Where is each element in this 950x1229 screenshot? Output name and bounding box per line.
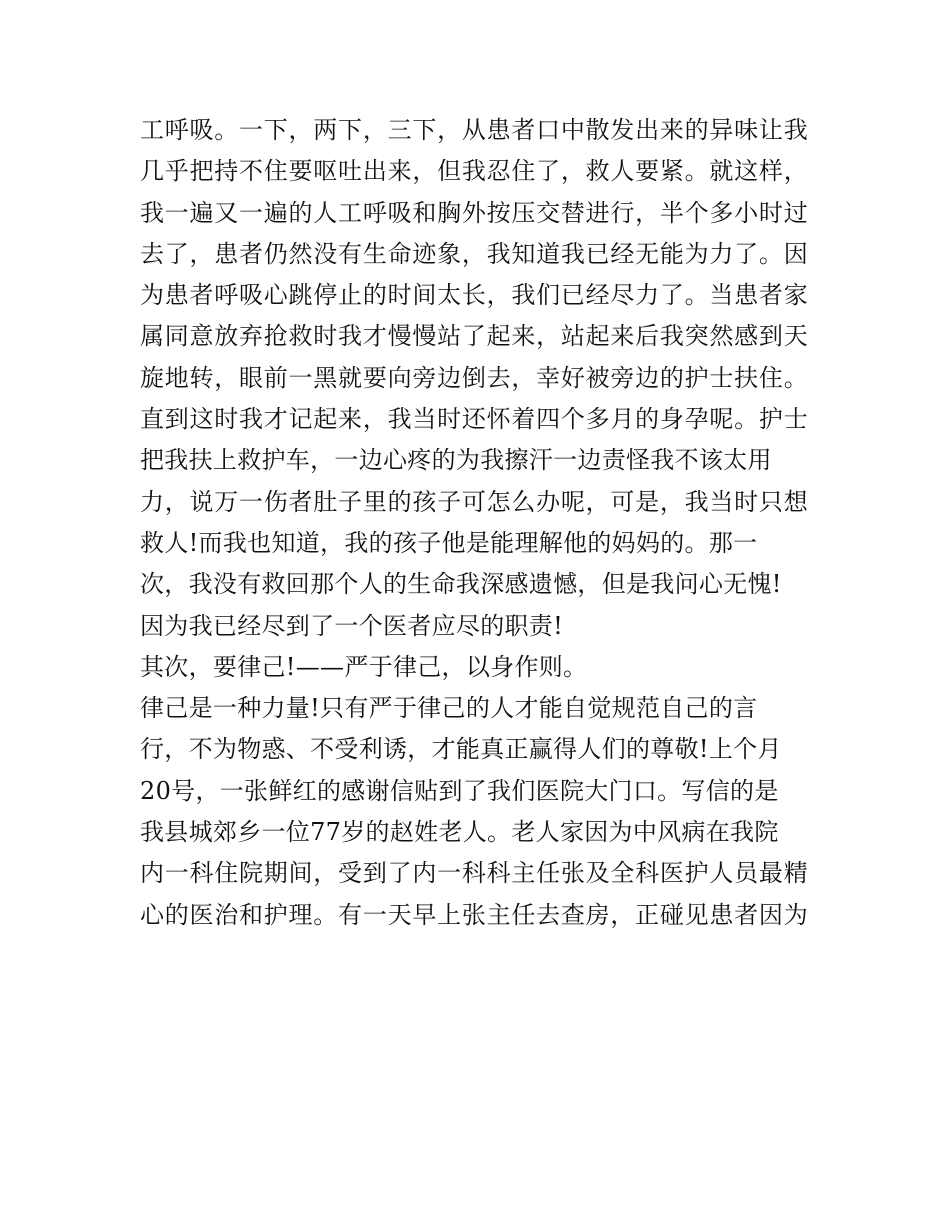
text-line: 工呼吸。一下，两下，三下，从患者口中散发出来的异味让我 — [140, 116, 808, 144]
text-line: 去了，患者仍然没有生命迹象，我知道我已经无能为力了。因 — [140, 239, 808, 268]
text-line: 行，不为物惑、不受利诱，才能真正赢得人们的尊敬!上个月 — [140, 735, 782, 764]
text-line: 我一遍又一遍的人工呼吸和胸外按压交替进行，半个多小时过 — [140, 198, 808, 227]
text-line: 20号，一张鲜红的感谢信贴到了我们医院大门口。写信的是 — [140, 776, 779, 805]
text-line: 把我扶上救护车，一边心疼的为我擦汗一边责怪我不该太用 — [140, 446, 772, 475]
text-line: 因为我已经尽到了一个医者应尽的职责! — [140, 611, 564, 640]
text-line: 律己是一种力量!只有严于律己的人才能自觉规范自己的言 — [140, 694, 758, 723]
text-line: 为患者呼吸心跳停止的时间太长，我们已经尽力了。当患者家 — [140, 281, 808, 310]
body-text — [140, 110, 820, 936]
text-line: 直到这时我才记起来，我当时还怀着四个多月的身孕呢。护士 — [140, 405, 808, 434]
text-line: 内一科住院期间，受到了内一科科主任张及全科医护人员最精 — [140, 859, 808, 888]
text-line: 心的医治和护理。有一天早上张主任去查房，正碰见患者因为 — [140, 900, 808, 929]
text-line: 旋地转，眼前一黑就要向旁边倒去，幸好被旁边的护士扶住。 — [140, 363, 808, 392]
text-line: 救人!而我也知道，我的孩子他是能理解他的妈妈的。那一 — [140, 528, 758, 557]
text-line: 我县城郊乡一位77岁的赵姓老人。老人家因为中风病在我院 — [140, 818, 779, 847]
text-line: 属同意放弃抢救时我才慢慢站了起来，站起来后我突然感到天 — [140, 322, 808, 351]
text-line: 几乎把持不住要呕吐出来，但我忍住了，救人要紧。就这样， — [140, 157, 808, 186]
section-heading: 其次，要律己!——严于律己，以身作则。 — [140, 652, 588, 681]
text-line: 次，我没有救回那个人的生命我深感遗憾，但是我问心无愧! — [140, 570, 782, 599]
text-line: 力，说万一伤者肚子里的孩子可怎么办呢，可是，我当时只想 — [140, 487, 808, 516]
